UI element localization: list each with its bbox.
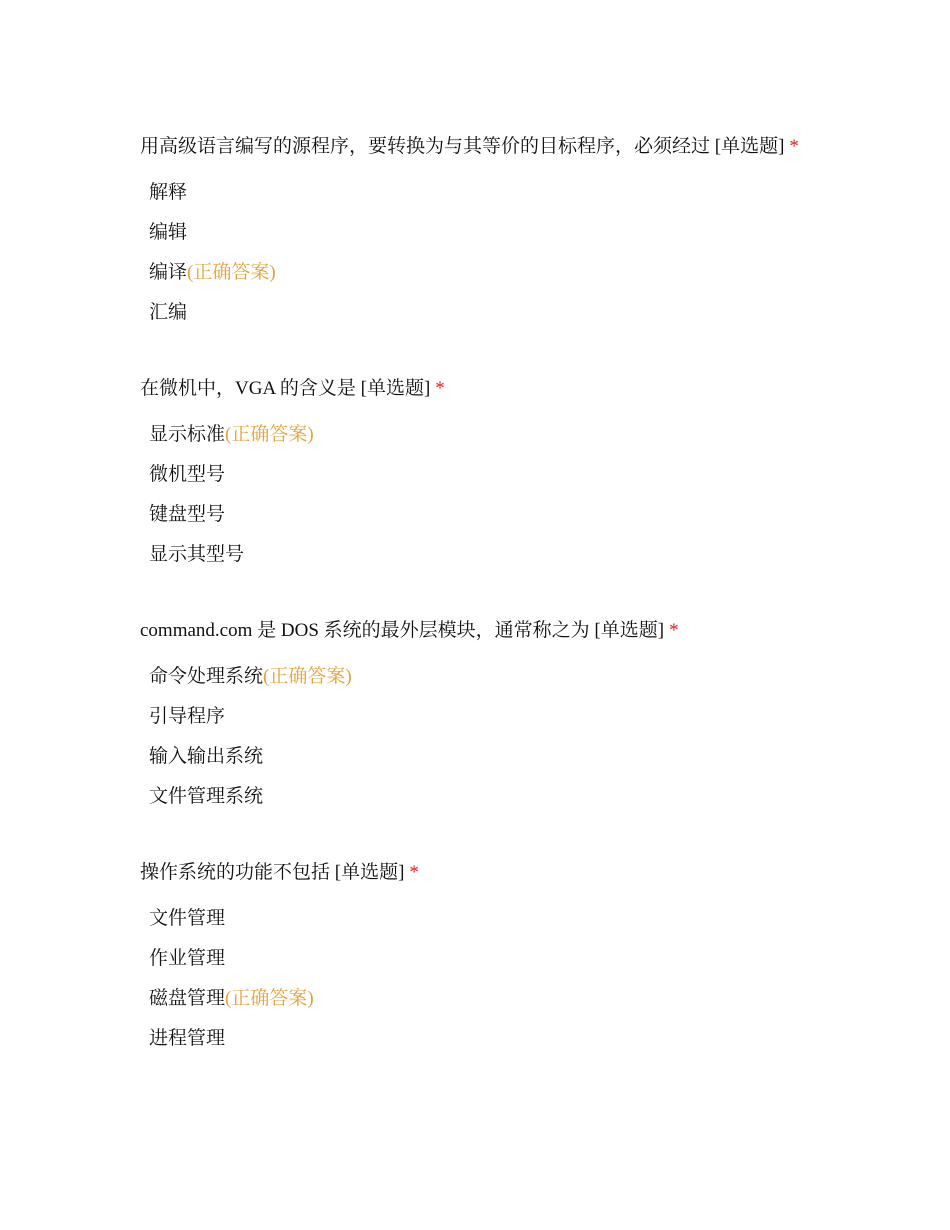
option-label: 文件管理系统 (149, 786, 264, 807)
option-item[interactable] (149, 422, 900, 448)
option-item[interactable] (149, 180, 900, 206)
option-label: 作业管理 (149, 948, 226, 969)
question-1 (140, 134, 900, 340)
option-label: 键盘型号 (149, 504, 226, 525)
option-label: 命令处理系统 (149, 666, 264, 687)
option-item[interactable] (149, 542, 900, 568)
option-list (140, 906, 900, 1052)
correct-answer-mark: (正确答案) (263, 666, 352, 687)
required-marker: * (789, 136, 799, 157)
correct-answer-mark: (正确答案) (225, 424, 314, 445)
option-item[interactable] (149, 744, 900, 770)
option-label: 微机型号 (149, 464, 226, 485)
required-marker: * (409, 862, 419, 883)
question-3 (140, 618, 900, 824)
option-label: 显示其型号 (149, 544, 245, 565)
option-item[interactable] (149, 220, 900, 246)
required-marker: * (435, 378, 445, 399)
option-item[interactable] (149, 300, 900, 326)
option-label: 显示标准 (149, 424, 226, 445)
option-item[interactable] (149, 462, 900, 488)
option-label: 编辑 (149, 222, 188, 243)
question-text: 用高级语言编写的源程序，要转换为与其等价的目标程序，必须经过 [单选题] (140, 136, 785, 157)
option-list (140, 664, 900, 810)
correct-answer-mark: (正确答案) (225, 988, 314, 1009)
question-text: command.com 是 DOS 系统的最外层模块，通常称之为 [单选题] (140, 620, 665, 641)
option-label: 解释 (149, 182, 188, 203)
question-4 (140, 860, 900, 1066)
option-label: 磁盘管理 (149, 988, 226, 1009)
question-title (140, 618, 900, 644)
question-text: 操作系统的功能不包括 [单选题] (140, 862, 405, 883)
option-item[interactable] (149, 946, 900, 972)
question-text: 在微机中，VGA 的含义是 [单选题] (140, 378, 431, 399)
option-list (140, 180, 900, 326)
option-item[interactable] (149, 906, 900, 932)
option-label: 进程管理 (149, 1028, 226, 1049)
option-item[interactable] (149, 260, 900, 286)
option-label: 文件管理 (149, 908, 226, 929)
question-title (140, 860, 900, 886)
option-label: 编译 (149, 262, 188, 283)
question-title (140, 134, 900, 160)
question-2 (140, 376, 900, 582)
option-list (140, 422, 900, 568)
option-label: 输入输出系统 (149, 746, 264, 767)
question-title (140, 376, 900, 402)
option-item[interactable] (149, 664, 900, 690)
option-item[interactable] (149, 502, 900, 528)
option-item[interactable] (149, 986, 900, 1012)
option-label: 汇编 (149, 302, 188, 323)
required-marker: * (669, 620, 679, 641)
option-item[interactable] (149, 784, 900, 810)
option-label: 引导程序 (149, 706, 226, 727)
option-item[interactable] (149, 704, 900, 730)
option-item[interactable] (149, 1026, 900, 1052)
correct-answer-mark: (正确答案) (187, 262, 276, 283)
